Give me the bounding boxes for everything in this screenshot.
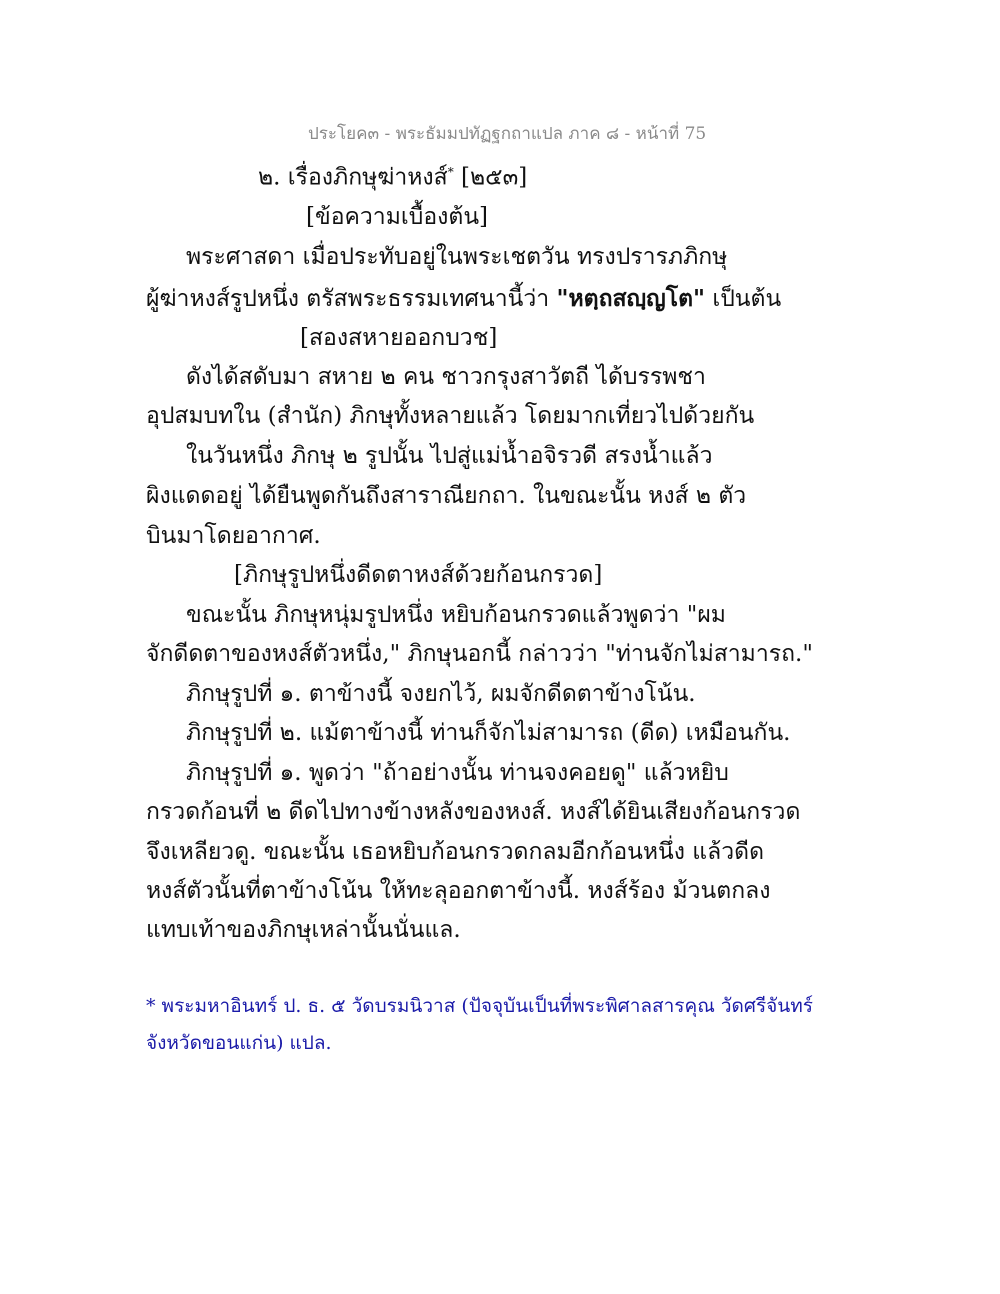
paragraph-line xyxy=(146,287,781,311)
pali-term: "หตฺถสญฺญโต" xyxy=(556,285,706,312)
footnote-marker: * xyxy=(447,165,454,179)
footnote-line: จังหวัดขอนแก่น) แปล. xyxy=(146,1032,332,1054)
paragraph-line: บินมาโดยอากาศ. xyxy=(146,523,321,549)
paragraph-line: หงส์ตัวนั้นที่ตาข้างโน้น ให้ทะลุออกตาข้างนี้. หงส์ร้อง ม้วนตกลง xyxy=(146,878,771,904)
section-heading-two-friends: [สองสหายออกบวช] xyxy=(300,325,498,351)
paragraph-line: ในวันหนึ่ง ภิกษุ ๒ รูปนั้น ไปสู่แม่น้ำอจิรวดี สรงน้ำแล้ว xyxy=(186,443,713,469)
section-heading-stone: [ภิกษุรูปหนึ่งดีดตาหงส์ด้วยก้อนกรวด] xyxy=(234,562,603,588)
paragraph-line: จักดีดตาของหงส์ตัวหนึ่ง," ภิกษุนอกนี้ กล่าวว่า "ท่านจักไม่สามารถ." xyxy=(146,641,813,667)
paragraph-line: ภิกษุรูปที่ ๑. พูดว่า "ถ้าอย่างนั้น ท่านจงคอยดู" แล้วหยิบ xyxy=(186,760,729,786)
text-run: ผู้ฆ่าหงส์รูปหนึ่ง ตรัสพระธรรมเทศนานี้ว่า xyxy=(146,286,557,312)
paragraph-line: ผิงแดดอยู่ ได้ยืนพูดกันถึงสาราณียกถา. ในขณะนั้น หงส์ ๒ ตัว xyxy=(146,483,747,509)
paragraph-line: กรวดก้อนที่ ๒ ดีดไปทางข้างหลังของหงส์. หงส์ได้ยินเสียงก้อนกรวด xyxy=(146,799,801,825)
text-run: เป็นต้น xyxy=(705,286,782,312)
story-reference: [๒๕๓] xyxy=(461,164,528,191)
footnote-line: * พระมหาอินทร์ ป. ธ. ๕ วัดบรมนิวาส (ปัจจุบันเป็นที่พระพิศาลสารคุณ วัดศรีจันทร์ xyxy=(146,995,814,1017)
paragraph-line: ภิกษุรูปที่ ๑. ตาข้างนี้ จงยกไว้, ผมจักดีดตาข้างโน้น. xyxy=(186,681,696,707)
section-heading-intro: [ข้อความเบื้องต้น] xyxy=(306,204,489,230)
paragraph-line: พระศาสดา เมื่อประทับอยู่ในพระเชตวัน ทรงปรารภภิกษุ xyxy=(186,244,728,270)
story-title-text: ๒. เรื่องภิกษุฆ่าหงส์ xyxy=(258,164,448,191)
paragraph-line: ภิกษุรูปที่ ๒. แม้ตาข้างนี้ ท่านก็จักไม่สามารถ (ดีด) เหมือนกัน. xyxy=(186,720,791,746)
paragraph-line: ขณะนั้น ภิกษุหนุ่มรูปหนึ่ง หยิบก้อนกรวดแล้วพูดว่า "ผม xyxy=(186,602,726,628)
paragraph-line: อุปสมบทใน (สำนัก) ภิกษุทั้งหลายแล้ว โดยมากเที่ยวไปด้วยกัน xyxy=(146,403,755,429)
running-header: ประโยค๓ - พระธัมมปทัฏฐกถาแปล ภาค ๘ - หน้าที่ 75 xyxy=(308,124,707,144)
paragraph-line: จึงเหลียวดู. ขณะนั้น เธอหยิบก้อนกรวดกลมอีกก้อนหนึ่ง แล้วดีด xyxy=(146,839,765,865)
paragraph-line: ดังได้สดับมา สหาย ๒ คน ชาวกรุงสาวัตถี ได้บรรพชา xyxy=(186,364,706,390)
paragraph-line: แทบเท้าของภิกษุเหล่านั้นนั่นแล. xyxy=(146,917,461,943)
story-title xyxy=(258,166,527,190)
